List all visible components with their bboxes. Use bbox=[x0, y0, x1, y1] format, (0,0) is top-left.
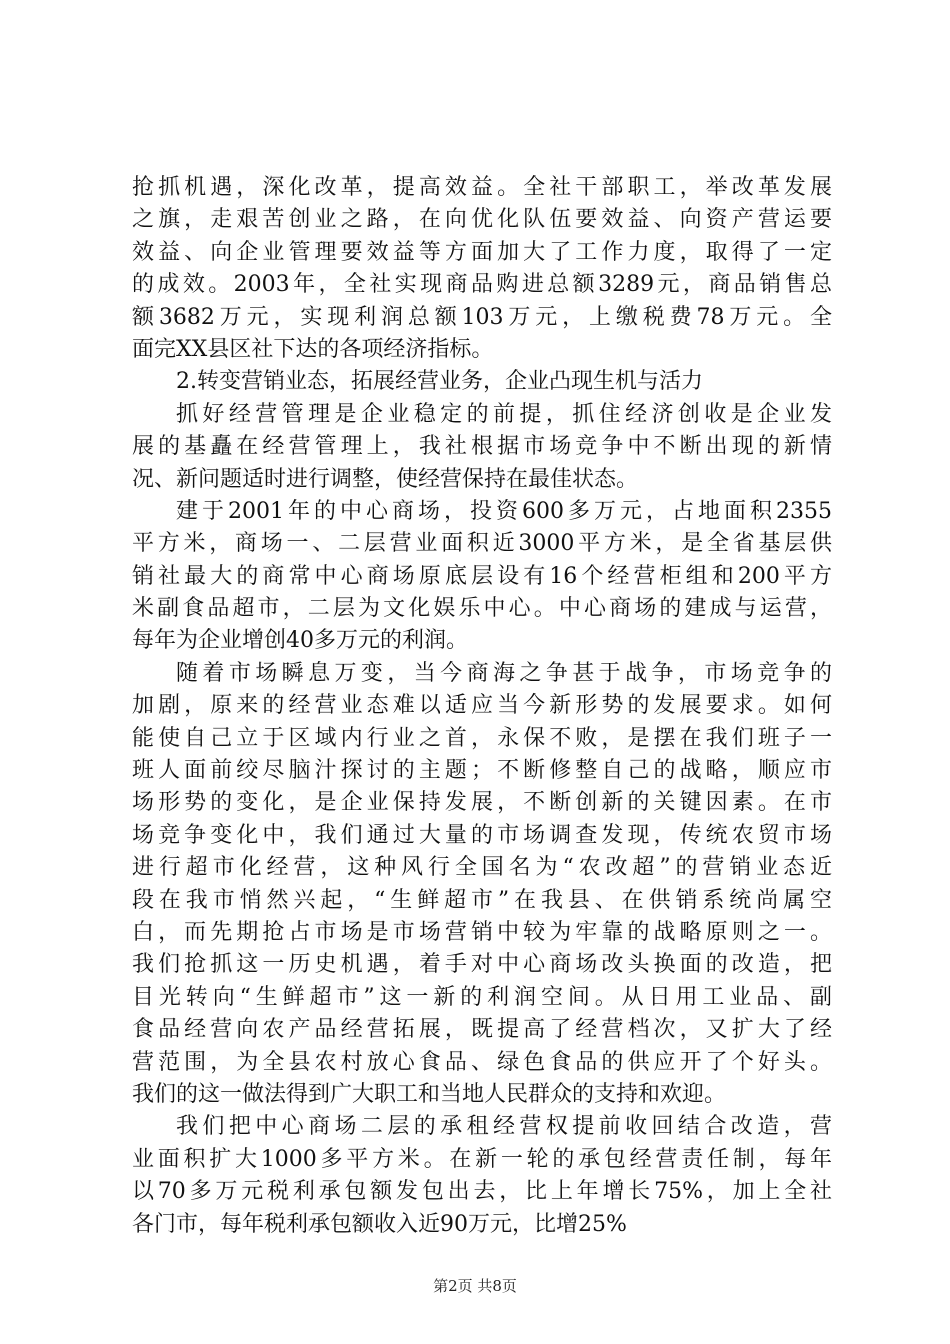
text-line: 随着市场瞬息万变，当今商海之争甚于战争，市场竞争的 bbox=[176, 660, 832, 686]
text-line: 段在我市悄然兴起，“生鲜超市”在我县、在供销系统尚属空 bbox=[132, 887, 832, 913]
text-line: 能使自己立于区域内行业之首，永保不败，是摆在我们班子一 bbox=[132, 725, 832, 751]
text-line: 营范围，为全县农村放心食品、绿色食品的供应开了个好头。 bbox=[132, 1049, 832, 1075]
text-line: 面完XX县区社下达的各项经济指标。 bbox=[132, 336, 494, 362]
text-line: 进行超市化经营，这种风行全国名为“农改超”的营销业态近 bbox=[132, 855, 832, 881]
text-line: 米副食品超市，二层为文化娱乐中心。中心商场的建成与运营， bbox=[132, 596, 832, 622]
text-line: 以70多万元税利承包额发包出去，比上年增长75%，加上全社 bbox=[132, 1179, 832, 1205]
text-line: 额3682万元，实现利润总额103万元，上缴税费78万元。全 bbox=[132, 304, 832, 330]
text-line: 我们抢抓这一历史机遇，着手对中心商场改头换面的改造，把 bbox=[132, 952, 832, 978]
page-number: 第2页 共8页 bbox=[433, 1277, 517, 1295]
text-line: 食品经营向农产品经营拓展，既提高了经营档次，又扩大了经 bbox=[132, 1017, 832, 1043]
text-line: 况、新问题适时进行调整，使经营保持在最佳状态。 bbox=[132, 466, 639, 492]
text-line: 各门市，每年税利承包额收入近90万元，比增25% bbox=[132, 1211, 627, 1237]
text-line: 展的基矗在经营管理上，我社根据市场竞争中不断出现的新情 bbox=[132, 434, 832, 460]
text-line: 抓好经营管理是企业稳定的前提，抓住经济创收是企业发 bbox=[176, 401, 832, 427]
text-line: 销社最大的商常中心商场原底层设有16个经营柜组和200平方 bbox=[132, 563, 832, 589]
text-line: 每年为企业增创40多万元的利润。 bbox=[132, 628, 468, 654]
section-heading: 2.转变营销业态，拓展经营业务，企业凸现生机与活力 bbox=[176, 369, 703, 395]
text-line: 加剧，原来的经营业态难以适应当今新形势的发展要求。如何 bbox=[132, 693, 832, 719]
text-line: 我们的这一做法得到广大职工和当地人民群众的支持和欢迎。 bbox=[132, 1081, 727, 1107]
text-line: 之旗，走艰苦创业之路，在向优化队伍要效益、向资产营运要 bbox=[132, 207, 832, 233]
body-text bbox=[132, 172, 832, 1241]
text-line: 目光转向“生鲜超市”这一新的利润空间。从日用工业品、副 bbox=[132, 984, 832, 1010]
text-line: 我们把中心商场二层的承租经营权提前收回结合改造，营 bbox=[176, 1114, 832, 1140]
text-line: 业面积扩大1000多平方米。在新一轮的承包经营责任制，每年 bbox=[132, 1146, 832, 1172]
text-line: 的成效。2003年，全社实现商品购进总额3289元，商品销售总 bbox=[132, 272, 832, 298]
text-line: 场竞争变化中，我们通过大量的市场调查发现，传统农贸市场 bbox=[132, 822, 832, 848]
text-line: 建于2001年的中心商场，投资600多万元，占地面积2355 bbox=[176, 498, 832, 524]
text-line: 白，而先期抢占市场是市场营销中较为牢靠的战略原则之一。 bbox=[132, 919, 832, 945]
text-line: 场形势的变化，是企业保持发展，不断创新的关键因素。在市 bbox=[132, 790, 832, 816]
text-line: 抢抓机遇，深化改革，提高效益。全社干部职工，举改革发展 bbox=[132, 175, 832, 200]
text-line: 班人面前绞尽脑汁探讨的主题；不断修整自己的战略，顺应市 bbox=[132, 758, 832, 784]
text-line: 平方米，商场一、二层营业面积近3000平方米，是全省基层供 bbox=[132, 531, 832, 557]
text-line: 效益、向企业管理要效益等方面加大了工作力度，取得了一定 bbox=[132, 239, 832, 265]
